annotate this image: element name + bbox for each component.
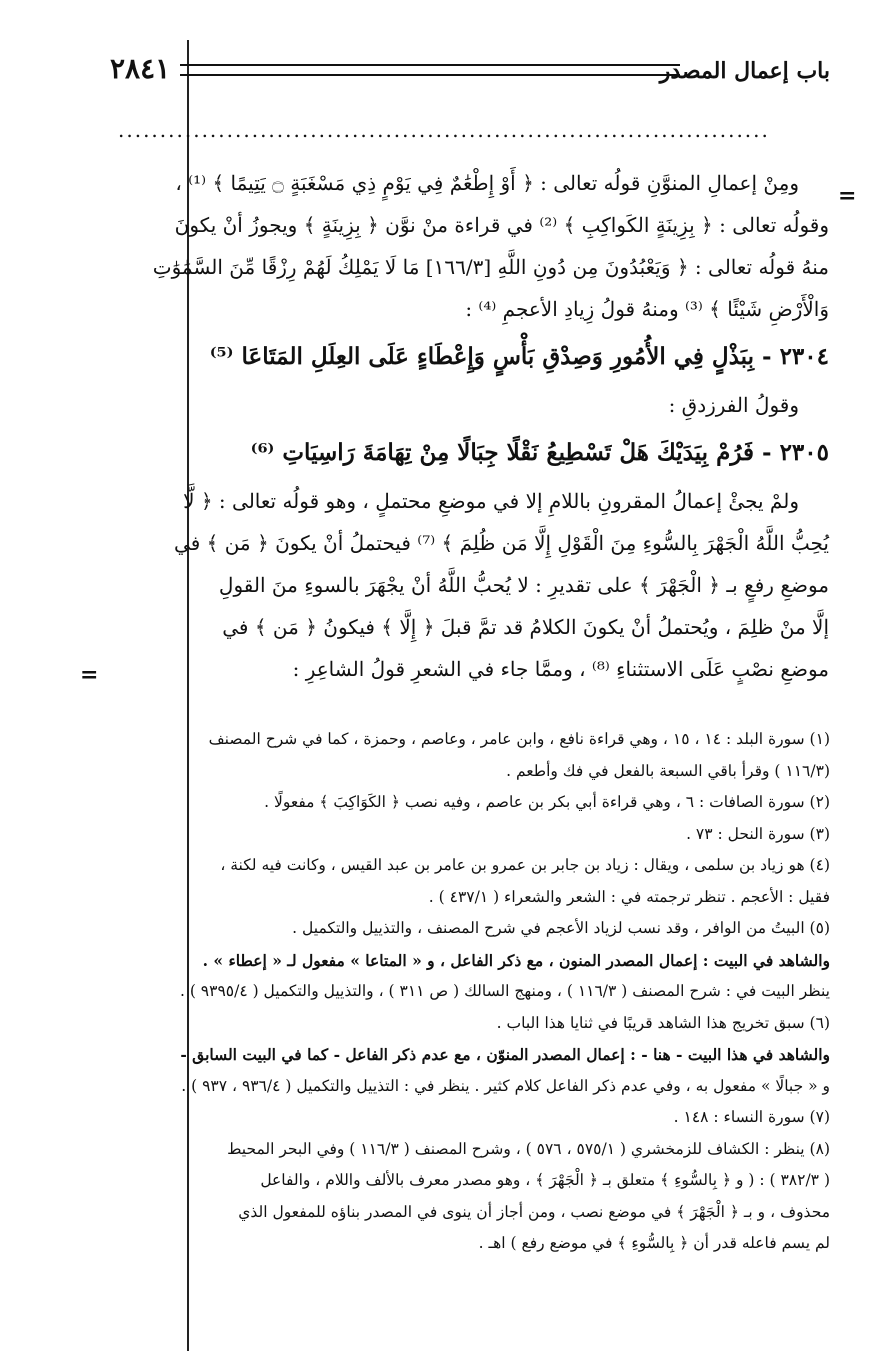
footnote-line: (١) سورة البلد : ١٤ ، ١٥ ، وهي قراءة نافع ، وابن عامر ، وعاصم ، وحمزة ، كما في شرح المصنف	[208, 730, 830, 748]
footnote-line: والشاهد في البيت : إعمال المصدر المنون ، مع ذكر الفاعل ، و « المتاعا » مفعول لـ « إعطاء » .	[202, 950, 830, 970]
footnote-line: والشاهد في هذا البيت - هنا - : إعمال المصدر المنوّن ، مع عدم ذكر الفاعل - كما في البيت السابق -	[180, 1045, 830, 1064]
footnote-line: (٥) البيتُ من الوافر ، وقد نسب لزياد الأعجم في شرح المصنف ، والتذييل والتكميل .	[292, 919, 830, 937]
verse-2305: ٢٣٠٥ - فَرُمْ بِيَدَيْكَ هَلْ تَسْطِيعُ نَقْلًا جِبَالًا مِنْ تِهَامَةَ رَاسِيَاتِ ⁽⁶⁾	[250, 439, 829, 466]
margin-mark-bottom: =	[80, 662, 99, 688]
body-line: وقولُه تعالى : ﴿ بِزِينَةٍ الكَواكِبِ ﴾ ⁽²⁾ في قراءة منْ نوَّن ﴿ بِزِينَةٍ ﴾ ويجوزُ أنْ يكونَ	[174, 213, 829, 237]
body-line: ولمْ يجئْ إعمالُ المقرونِ باللامِ إلا في موضعِ محتملٍ ، وهو قولُه تعالى : ﴿ لَّا	[183, 489, 799, 513]
body-line: إلَّا منْ ظلِمَ ، ويُحتملُ أنْ يكونَ الكلامُ قد تمَّ قبلَ ﴿ إِلَّا ﴾ فيكونُ ﴿ مَن ﴾ في	[222, 615, 829, 639]
footnote-line: و « جبالًا » مفعول به ، وفي عدم ذكر الفاعل كلام كثير . ينظر في : التذييل والتكميل ( ٩٣٦/٤ ، ٩٣٧ ) .	[181, 1076, 830, 1095]
footnote-line: ( ٣٨٢/٣ ) : ( و ﴿ بِالسُّوءِ ﴾ متعلق بـ ﴿ الْجَهْرَ ﴾ ، وهو مصدر معرف بالألف واللام ، والفاعل	[260, 1171, 830, 1189]
page-header	[110, 48, 830, 88]
footnote-line: (٨) ينظر : الكشاف للزمخشري ( ٥٧٥/١ ، ٥٧٦ ) ، وشرح المصنف ( ١١٦/٣ ) وفي البحر المحيط	[227, 1139, 830, 1158]
chapter-title: باب إعمال المصدر	[659, 58, 830, 84]
body-line: موضعِ نصْبٍ عَلَى الاستثناءِ ⁽⁸⁾ ، وممَّا جاء في الشعرِ قولُ الشاعِرِ :	[292, 657, 829, 681]
page-number: ٢٨٤١	[110, 52, 171, 85]
footnote-line: (٣) سورة النحل : ٧٣ .	[686, 824, 830, 843]
dotted-separator: ..............................................................................	[118, 118, 770, 142]
body-line: منهُ قولُه تعالى : ﴿ وَيَعْبُدُونَ مِن دُونِ اللَّهِ [١٦٦/٣] مَا لَا يَمْلِكُ لَهُمْ رِزْقًا مِّنَ السَّمَٰوَٰتِ	[152, 255, 829, 279]
body-line: ومِنْ إعمالِ المنوَّنِ قولُه تعالى : ﴿ أَوْ إِطْعَٰمٌ فِي يَوْمٍ ذِي مَسْغَبَةٍ ۝ يَتِيمًا ﴾ ⁽¹⁾ ،	[175, 171, 799, 195]
body-line: وقولُ الفرزدقِ :	[668, 393, 799, 417]
footnote-line: (٦) سبق تخريج هذا الشاهد قريبًا في ثنايا هذا الباب .	[496, 1013, 830, 1032]
footnote-line: محذوف ، و بـ ﴿ الْجَهْرَ ﴾ في موضع نصب ، ومن أجاز أن ينوى في المصدر بناؤه للمفعول الذي	[238, 1202, 830, 1221]
verse-2304: ٢٣٠٤ - بِبَذْلٍ فِي الأُمُورِ وَصِدْقِ بَأْسٍ وَإِعْطَاءٍ عَلَى العِلَلِ المَتَاعَا ⁽⁵⁾	[209, 343, 829, 370]
body-line: يُحِبُّ اللَّهُ الْجَهْرَ بِالسُّوءِ مِنَ الْقَوْلِ إِلَّا مَن ظُلِمَ ﴾ ⁽⁷⁾ فيحتملُ أنْ يكونَ ﴿ مَن ﴾ في	[174, 531, 829, 555]
footnote-line: (٢) سورة الصافات : ٦ ، وهي قراءة أبي بكر بن عاصم ، وفيه نصب ﴿ الكَوَاكِبَ ﴾ مفعولًا .	[264, 793, 830, 811]
footnotes	[100, 724, 830, 1260]
footnote-line: ينظر البيت في : شرح المصنف ( ١١٦/٣ ) ، ومنهج السالك ( ص ٣١١ ) ، والتذييل والتكميل ( ٩٣٩٥/٤ ) .	[179, 982, 830, 1000]
margin-mark-top: =	[838, 183, 857, 209]
footnote-line: (١١٦/٣ ) وقرأ باقي السبعة بالفعل في فك وأطعم .	[506, 761, 830, 780]
footnote-line: فقيل : الأعجم . تنظر ترجمته في : الشعر والشعراء ( ٤٣٧/١ ) .	[428, 887, 830, 906]
footnote-line: (٧) سورة النساء : ١٤٨ .	[673, 1108, 830, 1126]
body-line: موضعِ رفعٍ بـ ﴿ الْجَهْرَ ﴾ على تقديرِ : لا يُحبُّ اللَّهُ أنْ يجْهَرَ بالسوءِ منَ القولِ	[218, 573, 829, 597]
body-line: وَالْأَرْضِ شَيْئًا ﴾ ⁽³⁾ ومنهُ قولُ زِيادِ الأعجمِ ⁽⁴⁾ :	[465, 297, 829, 321]
main-text	[105, 162, 829, 690]
footnote-line: (٤) هو زياد بن سلمى ، ويقال : زياد بن جابر بن عمرو بن عامر بن عبد القيس ، وكانت فيه لكنة ،	[220, 856, 830, 874]
header-rule	[180, 64, 680, 76]
footnote-line: لم يسم فاعله قدر أن ﴿ بِالسُّوءِ ﴾ في موضع رفع ) اهـ .	[478, 1234, 830, 1252]
